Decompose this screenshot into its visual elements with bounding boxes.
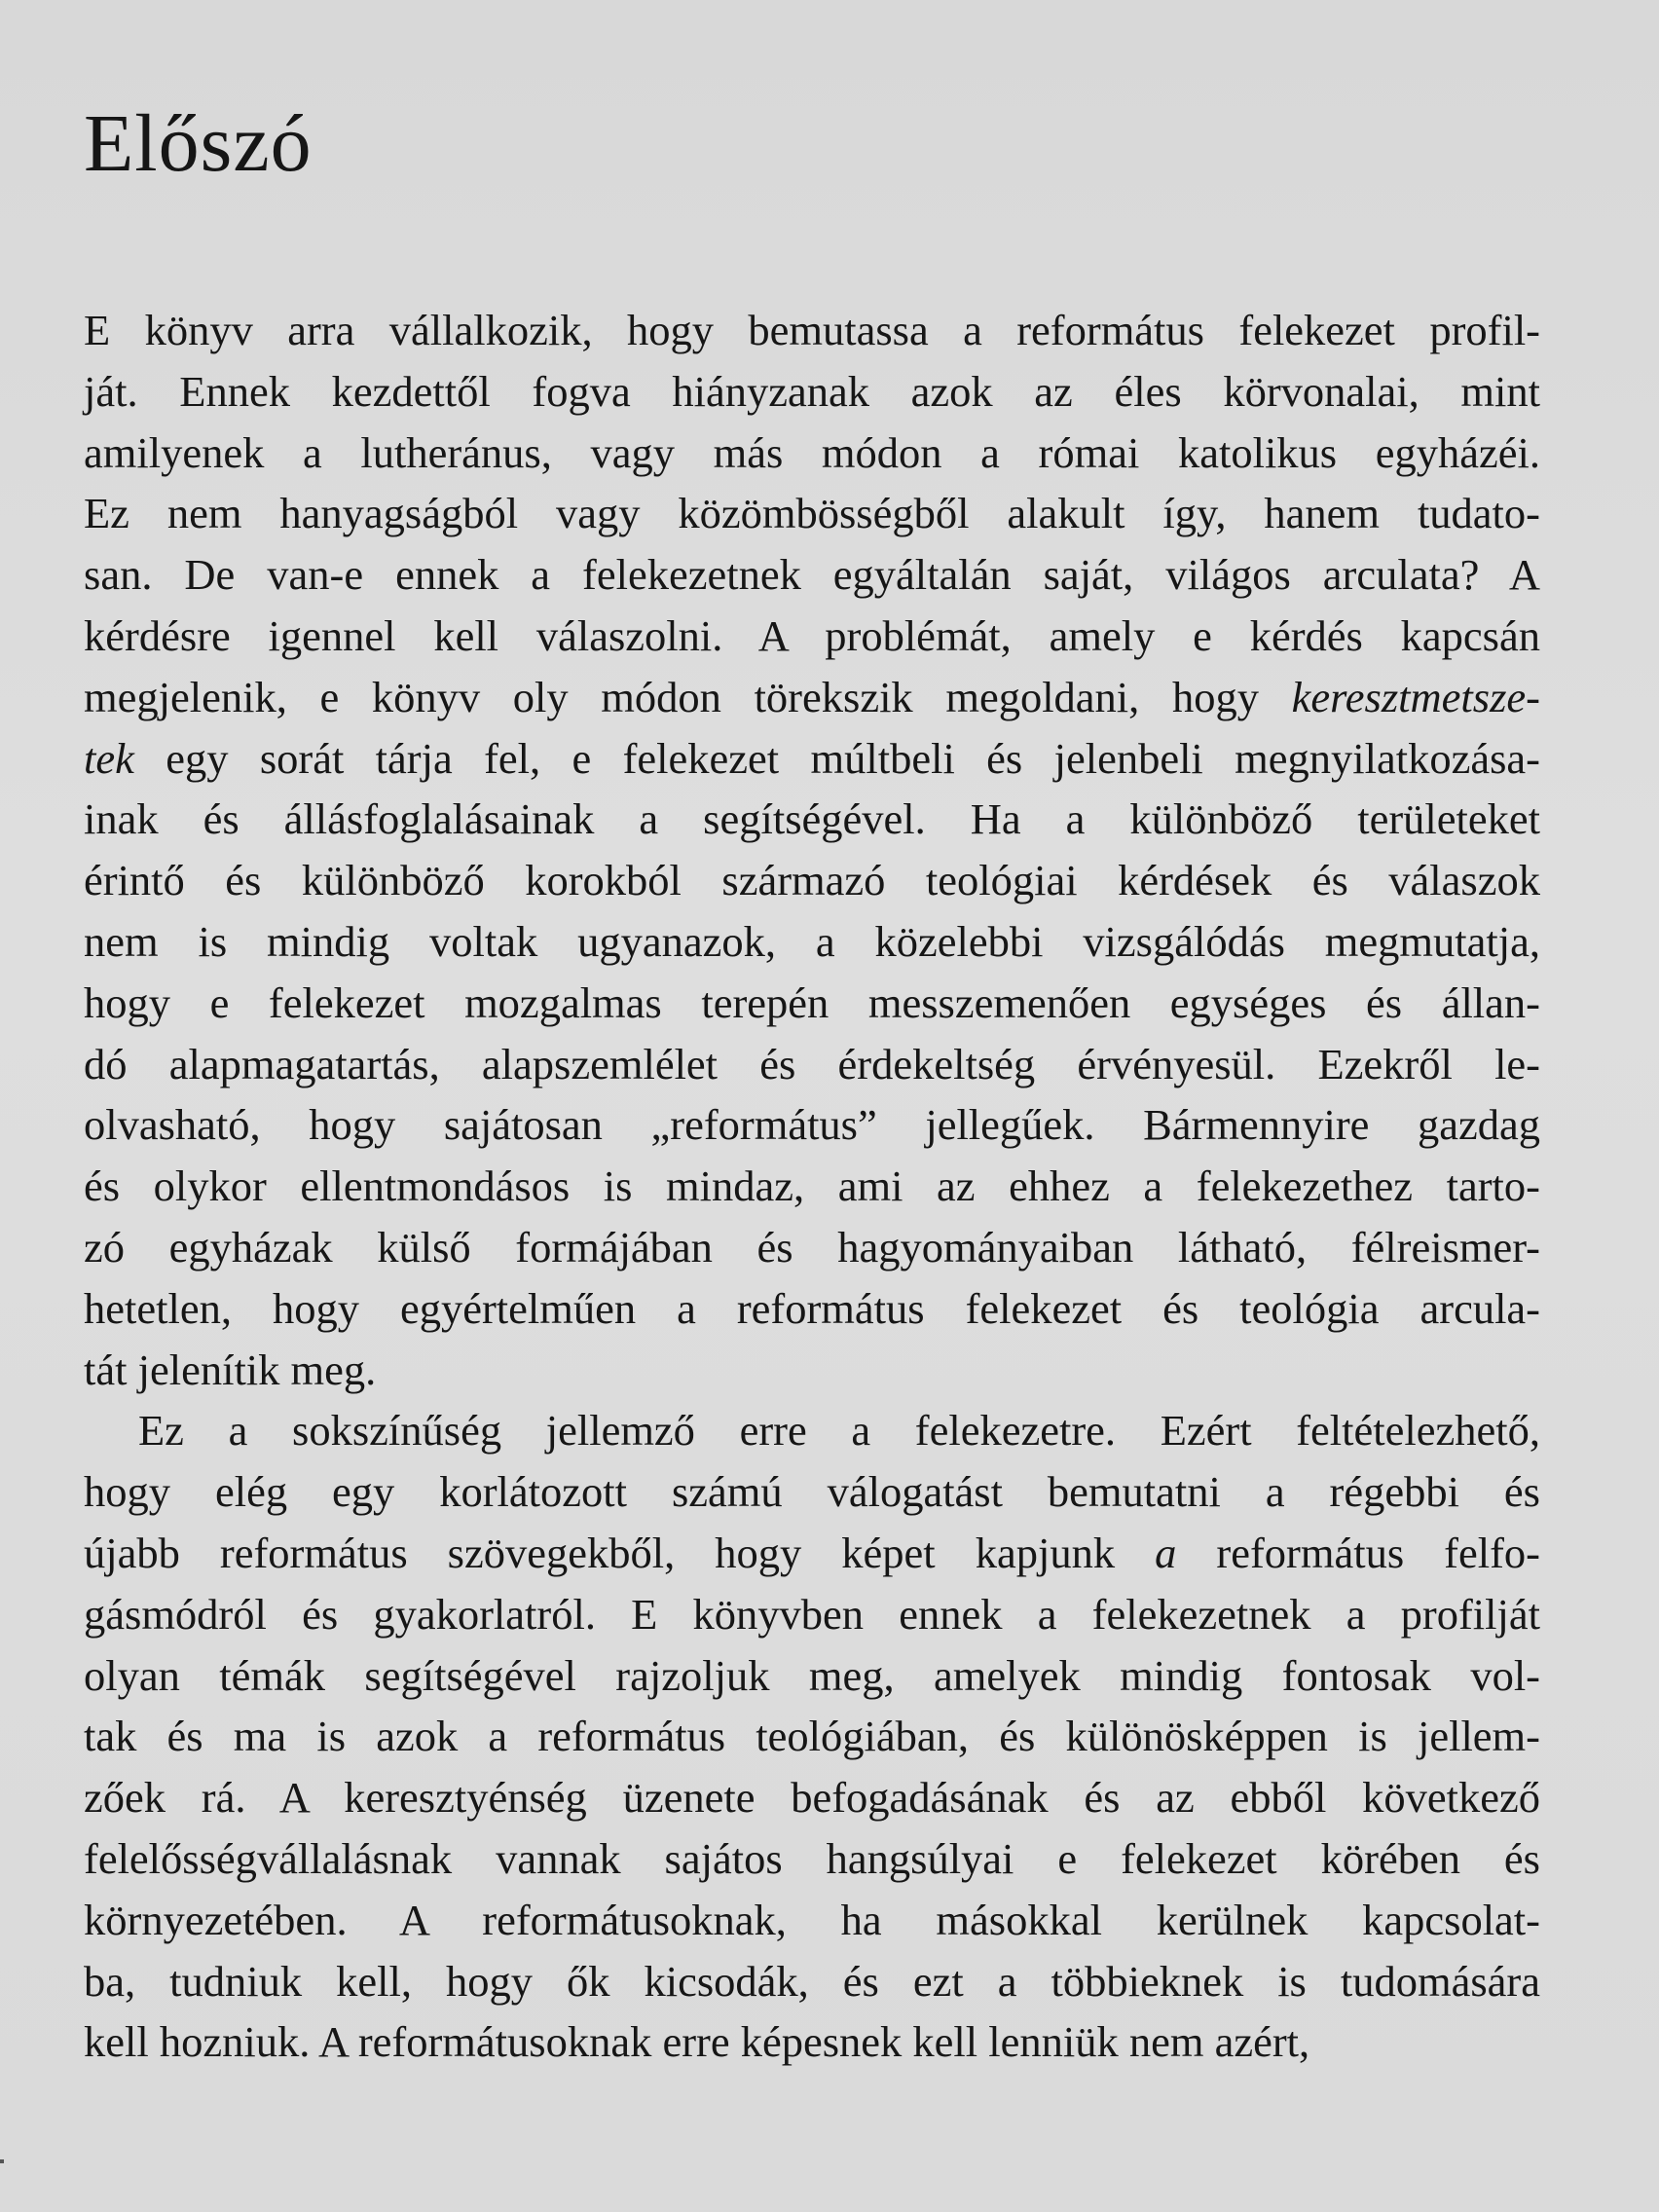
text-line: amilyenek a lutheránus, vagy más módon a római katolikus egyházéi. bbox=[84, 427, 1540, 477]
text-line: E könyv arra vállalkozik, hogy bemutassa a református felekezet profil- bbox=[84, 306, 1540, 354]
text-line: ját. Ennek kezdettől fogva hiányzanak azok az éles körvonalai, mint bbox=[84, 366, 1540, 416]
text-line: olvasható, hogy sajátosan „református” jellegűek. Bármennyire gazdag bbox=[84, 1100, 1540, 1150]
text-line: újabb református szövegekből, hogy képet kapjunk a református felfo- bbox=[84, 1528, 1540, 1577]
text-line: kell hozniuk. A reformátusoknak erre képesnek kell lenniük nem azért, bbox=[84, 2017, 1310, 2067]
text-line: dó alapmagatartás, alapszemlélet és érdekeltség érvényesül. Ezekről le- bbox=[84, 1039, 1540, 1088]
text-line: Ez a sokszínűség jellemző erre a felekezetre. Ezért feltételezhető, bbox=[138, 1406, 1540, 1456]
page-mark bbox=[0, 2159, 4, 2163]
page-title: Előszó bbox=[84, 98, 313, 189]
text-line: kérdésre igennel kell válaszolni. A problémát, amely e kérdés kapcsán bbox=[84, 610, 1540, 660]
text-line: és olykor ellentmondásos is mindaz, ami az ehhez a felekezethez tarto- bbox=[84, 1161, 1540, 1211]
text-line: tát jelenítik meg. bbox=[84, 1345, 377, 1394]
text-line: zőek rá. A keresztyénség üzenete befogadásának és az ebből következő bbox=[84, 1773, 1540, 1823]
text-line: gásmódról és gyakorlatról. E könyvben ennek a felekezetnek a profilját bbox=[84, 1589, 1540, 1639]
text-line: érintő és különböző korokból származó teológiai kérdések és válaszok bbox=[84, 856, 1540, 905]
text-line: hogy e felekezet mozgalmas terepén messzemenően egységes és állan- bbox=[84, 977, 1540, 1027]
text-line: ba, tudniuk kell, hogy ők kicsodák, és ezt a többieknek is tudomására bbox=[84, 1956, 1540, 2006]
text-line: tak és ma is azok a református teológiában, és különösképpen is jellem- bbox=[84, 1712, 1540, 1761]
text-line: Ez nem hanyagságból vagy közömbösségből alakult így, hanem tudato- bbox=[84, 489, 1540, 538]
text-line: nem is mindig voltak ugyanazok, a közelebbi vizsgálódás megmutatja, bbox=[84, 916, 1540, 966]
text-line: hogy elég egy korlátozott számú válogatást bemutatni a régebbi és bbox=[84, 1467, 1540, 1517]
text-line: tek egy sorát tárja fel, e felekezet múltbeli és jelenbeli megnyilatkozása- bbox=[84, 733, 1540, 783]
paragraph bbox=[84, 300, 1540, 1400]
show-through-text bbox=[1129, 0, 1141, 55]
paragraph bbox=[84, 1400, 1540, 2073]
text-line: san. De van-e ennek a felekezetnek egyáltalán saját, világos arculata? A bbox=[84, 550, 1540, 600]
text-line: zó egyházak külső formájában és hagyományaiban látható, félreismer- bbox=[84, 1222, 1540, 1272]
text-line: inak és állásfoglalásainak a segítségével. Ha a különböző területeket bbox=[84, 794, 1540, 844]
body-text bbox=[84, 300, 1540, 2073]
text-line: hetetlen, hogy egyértelműen a református felekezet és teológia arcula- bbox=[84, 1283, 1540, 1333]
text-line: felelősségvállalásnak vannak sajátos hangsúlyai e felekezet körében és bbox=[84, 1833, 1540, 1883]
text-line: olyan témák segítségével rajzoljuk meg, amelyek mindig fontosak vol- bbox=[84, 1650, 1540, 1700]
text-line: megjelenik, e könyv oly módon törekszik megoldani, hogy keresztmetsze- bbox=[84, 672, 1540, 721]
text-line: környezetében. A reformátusoknak, ha másokkal kerülnek kapcsolat- bbox=[84, 1895, 1540, 1944]
